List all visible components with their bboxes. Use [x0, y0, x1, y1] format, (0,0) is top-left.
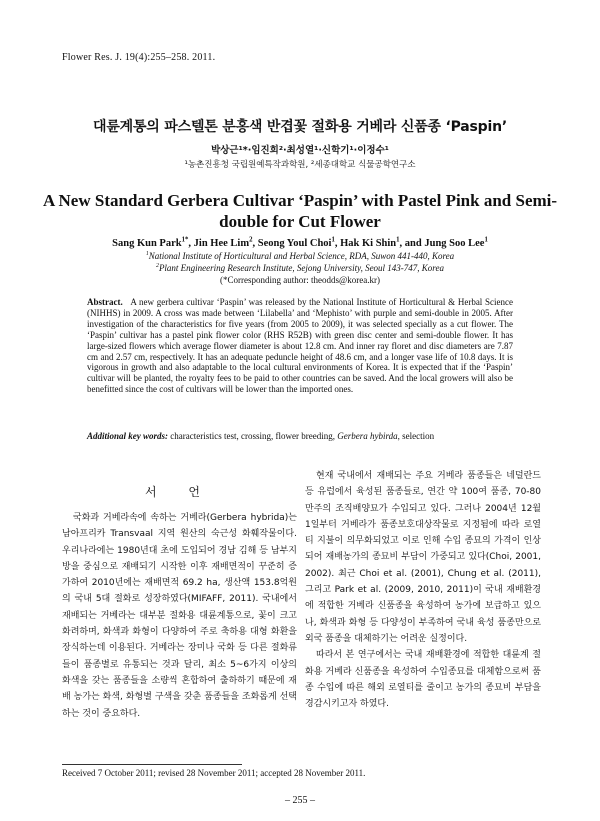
affiliation-1: $^1$National Institute of Horticultural and Herbal Science, RDA, Suwon 441-440, Korea [145, 251, 455, 261]
body-column-left [62, 510, 297, 722]
author-1: Sang Kun Park$^{1*}$, [112, 236, 194, 249]
korean-title: 대륜계통의 파스텔톤 분홍색 반겹꽃 절화용 거베라 신품종 ‘Paspin’ [93, 119, 507, 135]
english-title: A New Standard Gerbera Cultivar ‘Paspin’ with Pastel Pink and Semi-double for Cut Flower [42, 191, 558, 231]
journal-citation: Flower Res. J. 19(4):255–258. 2011. [62, 52, 216, 63]
korean-authors: 박상근¹*·임진희²·최성열¹·신학기¹·이정수¹ [211, 145, 389, 156]
abstract-text: A new gerbera cultivar ‘Paspin’ was released by the National Institute of Horticultural & Herbal Science (NIHHS) in 2009. A cross was made between ‘Lilabella’ and ‘Mephisto’ with purple and semi-double in 2005. After investigation of the characteristics for five years (from 2005 to 2009), it was selected specially as a cut flower. The ‘Paspin’ cultivar has a pastel pink flower color (RHS R52B) with green disc center and semi-double flower. It has large-sized flowers which average flower diameter is about 12.8 cm. And inner ray floret and disc diameters are 7.87 cm and 2.57 cm, respectively. It has an adequate peduncle height of 48.6 cm, and a longer vase life of 10.8 days. It is vigorous in growth and also adaptable to the local cultural environments of Korea. It is expected that if the ‘Paspin’ cultivar will be planted, the royalty fees to be paid to other countries can be saved. And the local growers will also be benefitted since the cost of cultivars will be lower than the imported ones. [87, 297, 513, 395]
author-4: Hak Ki Shin$^1$, and [340, 236, 425, 249]
intro-paragraph-1: 국화과 거베라속에 속하는 거베라(Gerbera hybrida)는 남아프리카 Transvaal 지역 원산의 숙근성 화훼작물이다. 우리나라에는 1980년대 초에 도입되어 경남 김해 등 남부지방을 중심으로 재배되기 시작한 이후 재배면적이 꾸준히 증가하여 2010년에는 재배면적 69.2 ha, 생산액 153.8억원의 국내 5대 절화로 성장하였다(MIFAFF, 2011). 국내에서 재배되는 거베라는 대부분 절화용 대륜계통으로, 꽃이 크고 화려하며, 화색과 화형이 다양하여 주로 축하용 대형 화환을 장식하는데 이용된다. 거베라는 장미나 국화 등 다른 절화류들이 품종별로 유통되는 것과 달리, 최소 5~6가지 이상의 화색을 갖는 품종들을 소량씩 혼합하여 출하하기 때문에 재배 농가는 화색, 화형별 구색을 갖춘 품종들을 조화롭게 선택하는 것이 중요하다. [62, 513, 297, 719]
intro-paragraph-3: 따라서 본 연구에서는 국내 재배환경에 적합한 대륜계 절화용 거베라 신품종을 육성하여 수입종묘를 대체함으로써 품종 수입에 따른 해외 로열티를 줄이고 농가의 종묘비 부담을 경감시키고자 하였다. [305, 650, 541, 710]
page-number: – 255 – [285, 795, 315, 806]
keywords-italic: Gerbera hybirda [337, 431, 398, 441]
author-2: Jin Hee Lim$^2$, [193, 236, 258, 249]
keywords-text: characteristics test, crossing, flower breeding, [170, 431, 338, 441]
author-5: Jung Soo Lee$^1$ [424, 236, 488, 249]
body-column-right [305, 468, 541, 712]
english-affiliations [0, 251, 600, 274]
english-authors [0, 238, 600, 249]
section-heading-introduction: 서 언 [145, 485, 214, 499]
corresponding-author: (*Corresponding author: theodds@korea.kr) [219, 275, 380, 285]
keywords: Additional key words: characteristics test, crossing, flower breeding, Gerbera hybirda, selection [87, 431, 435, 441]
korean-affiliation: ¹농촌진흥청 국립원예특작과학원, ²세종대학교 식물공학연구소 [184, 160, 416, 170]
abstract-label: Abstract. [87, 297, 123, 307]
author-3: Seong Youl Choi$^1$, [257, 236, 341, 249]
keywords-tail: , selection [397, 431, 435, 441]
affiliation-2: $^2$Plant Engineering Research Institute, Sejong University, Seoul 143-747, Korea [156, 262, 444, 273]
footnote-rule [62, 764, 242, 765]
received-dates: Received 7 October 2011; revised 28 November 2011; accepted 28 November 2011. [62, 768, 366, 778]
intro-paragraph-2: 현재 국내에서 재배되는 주요 거베라 품종들은 네덜란드 등 유럽에서 육성된 품종들로, 연간 약 100여 품종, 70-80만주의 조직배양묘가 수입되고 있다. 그러나 2004년 12월 1일부터 거베라가 품종보호대상작물로 지정됨에 따라 로열티 지불이 의무화되었고 이로 인해 수입 종묘의 가격이 인상되어 재배농가의 종묘비 부담이 가중되고 있다(Choi, 2001, 2002). 최근 Choi et al. (2001), Chung et al. (2011), 그리고 Park et al. (2009, 2010, 2011)이 국내 재배환경에 적합한 거베라 신품종을 육성하여 농가에 보급하고 있으나, 화색과 화형 등 다양성이 부족하여 국내 육성 품종만으로 외국 품종을 대체하기는 어려운 실정이다. [305, 471, 541, 644]
keywords-label: Additional key words [87, 431, 166, 441]
abstract [87, 297, 513, 395]
